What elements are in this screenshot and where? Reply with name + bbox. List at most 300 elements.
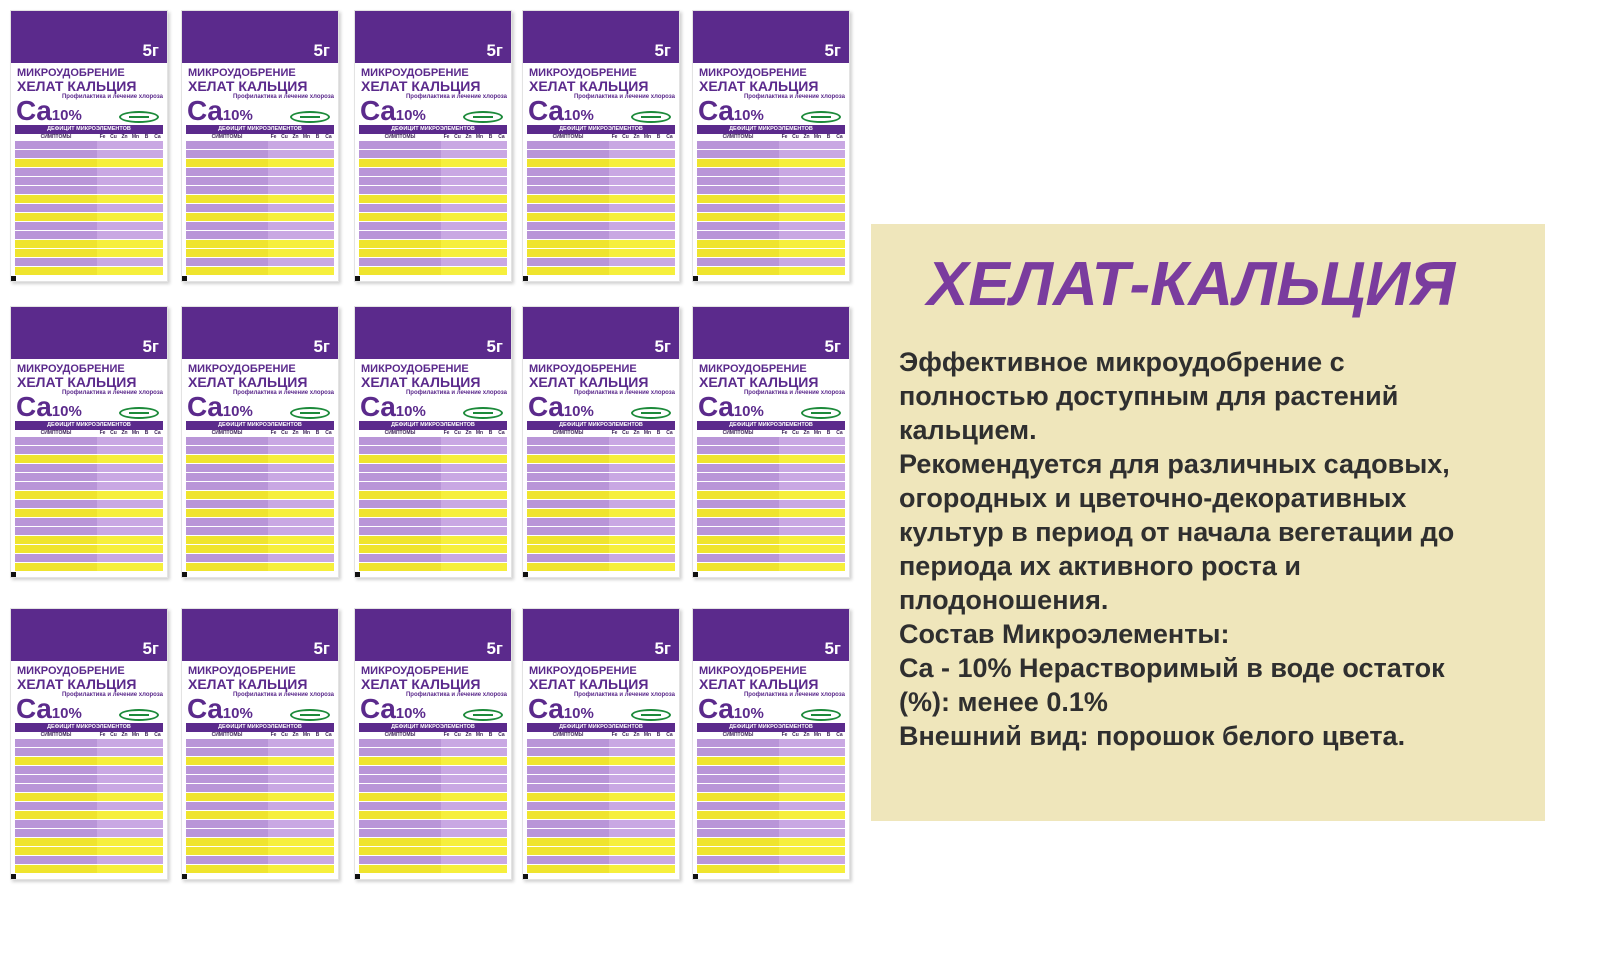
symptom-row xyxy=(186,775,334,784)
symptoms-table-header xyxy=(527,430,675,437)
symptom-row xyxy=(15,204,163,213)
pin-marker xyxy=(354,572,360,578)
element-symbol xyxy=(187,97,253,130)
symptom-row xyxy=(359,802,507,811)
symptom-row xyxy=(15,455,163,464)
element-column-label: Cu xyxy=(281,134,288,140)
symptom-row xyxy=(527,554,675,563)
packet-type: МИКРОУДОБРЕНИЕ xyxy=(361,363,469,375)
element-symbol-text: Ca xyxy=(360,693,396,724)
symptom-row xyxy=(359,491,507,500)
symptom-row xyxy=(527,748,675,757)
symptoms-table xyxy=(697,437,845,572)
symptoms-table xyxy=(359,437,507,572)
symptom-row xyxy=(359,748,507,757)
symptom-row xyxy=(186,159,334,168)
composition-line: Ca - 10% Нерастворимый в воде остаток xyxy=(899,653,1445,683)
element-column-label: Ca xyxy=(325,430,332,436)
symptom-row xyxy=(359,766,507,775)
pin-marker xyxy=(10,874,16,880)
symptom-row xyxy=(15,437,163,446)
packet-name: ХЕЛАТ КАЛЬЦИЯ xyxy=(361,78,481,94)
symptom-row xyxy=(15,527,163,536)
symptom-row xyxy=(186,509,334,518)
packet-name: ХЕЛАТ КАЛЬЦИЯ xyxy=(529,78,649,94)
packet-type: МИКРОУДОБРЕНИЕ xyxy=(529,665,637,677)
symptom-row xyxy=(527,856,675,865)
element-symbol xyxy=(528,97,594,130)
packet-subtitle: Профилактика и лечение хлороза xyxy=(405,390,507,396)
symptom-row xyxy=(359,168,507,177)
packet-weight: 5г xyxy=(142,639,159,658)
symptoms-table xyxy=(186,141,334,276)
element-column-label: Cu xyxy=(622,134,629,140)
packet-subtitle: Профилактика и лечение хлороза xyxy=(61,390,163,396)
symptom-row xyxy=(186,231,334,240)
brand-logo-icon xyxy=(631,111,671,123)
symptom-row xyxy=(359,856,507,865)
symptom-row xyxy=(186,757,334,766)
element-column-label: Zn xyxy=(121,732,128,738)
deficit-label: ДЕФИЦИТ МИКРОЭЛЕМЕНТОВ xyxy=(186,723,334,732)
element-column-label: Zn xyxy=(292,134,299,140)
symptom-row xyxy=(527,527,675,536)
packet-label xyxy=(11,63,167,125)
element-column-label: Ca xyxy=(498,430,505,436)
element-percent: 10% xyxy=(51,107,82,124)
symptom-row xyxy=(186,518,334,527)
symptom-row xyxy=(527,757,675,766)
symptom-row xyxy=(527,159,675,168)
element-percent: 10% xyxy=(222,107,253,124)
element-column-label: B xyxy=(826,732,831,738)
element-percent: 10% xyxy=(395,403,426,420)
description-line: периода их активного роста и xyxy=(899,551,1301,581)
symptom-row xyxy=(15,195,163,204)
brand-logo-icon xyxy=(119,111,159,123)
symptom-row xyxy=(186,838,334,847)
symptom-row xyxy=(186,766,334,775)
packet-subtitle: Профилактика и лечение хлороза xyxy=(405,94,507,100)
symptom-row xyxy=(359,473,507,482)
symptom-row xyxy=(697,527,845,536)
symptoms-header: СИМПТОМЫ xyxy=(552,430,584,436)
element-symbol-text: Ca xyxy=(16,391,52,422)
symptom-row xyxy=(186,802,334,811)
element-column-label: Fe xyxy=(270,430,277,436)
element-column-label: Zn xyxy=(465,732,472,738)
description-line: Эффективное микроудобрение с xyxy=(899,347,1345,377)
packet-label xyxy=(523,661,679,723)
symptom-row xyxy=(186,500,334,509)
symptom-row xyxy=(527,847,675,856)
element-column-label: Fe xyxy=(443,134,450,140)
symptom-row xyxy=(527,784,675,793)
deficit-label: ДЕФИЦИТ МИКРОЭЛЕМЕНТОВ xyxy=(697,723,845,732)
symptom-row xyxy=(527,455,675,464)
packet-header-band xyxy=(355,307,511,359)
product-packet xyxy=(354,608,512,880)
symptom-row xyxy=(186,793,334,802)
symptom-row xyxy=(527,829,675,838)
element-symbol-text: Ca xyxy=(528,693,564,724)
symptom-row xyxy=(697,455,845,464)
symptom-row xyxy=(186,195,334,204)
element-symbol xyxy=(16,97,82,130)
pin-marker xyxy=(522,874,528,880)
element-column-label: Fe xyxy=(781,732,788,738)
element-column-label: Zn xyxy=(803,430,810,436)
product-packet xyxy=(10,608,168,880)
element-column-label: Fe xyxy=(270,732,277,738)
packet-label xyxy=(182,63,338,125)
symptom-row xyxy=(359,177,507,186)
element-column-label: Cu xyxy=(792,430,799,436)
symptom-row xyxy=(15,168,163,177)
element-column-label: Ca xyxy=(666,134,673,140)
product-packet xyxy=(692,608,850,880)
element-percent: 10% xyxy=(733,705,764,722)
symptom-row xyxy=(359,811,507,820)
packet-weight: 5г xyxy=(313,41,330,60)
symptom-row xyxy=(15,829,163,838)
pin-marker xyxy=(522,572,528,578)
element-column-label: Mn xyxy=(131,134,140,140)
symptom-row xyxy=(697,195,845,204)
symptoms-table-header xyxy=(186,732,334,739)
brand-logo-icon xyxy=(801,709,841,721)
packet-type: МИКРОУДОБРЕНИЕ xyxy=(188,665,296,677)
element-column-label: Fe xyxy=(611,430,618,436)
element-symbol-text: Ca xyxy=(698,391,734,422)
symptom-row xyxy=(359,195,507,204)
element-percent: 10% xyxy=(563,107,594,124)
symptom-row xyxy=(359,527,507,536)
description-line: плодоношения. xyxy=(899,585,1109,615)
symptom-row xyxy=(527,258,675,267)
symptom-row xyxy=(527,811,675,820)
symptom-row xyxy=(186,204,334,213)
symptom-row xyxy=(527,820,675,829)
element-column-label: B xyxy=(656,134,661,140)
packet-weight: 5г xyxy=(142,41,159,60)
symptom-row xyxy=(527,473,675,482)
symptom-row xyxy=(359,240,507,249)
element-column-label: Fe xyxy=(611,732,618,738)
symptom-row xyxy=(15,820,163,829)
packet-weight: 5г xyxy=(654,41,671,60)
element-column-label: B xyxy=(144,732,149,738)
symptoms-table-header xyxy=(697,430,845,437)
element-column-label: Mn xyxy=(813,430,822,436)
element-column-label: B xyxy=(826,134,831,140)
element-column-label: Cu xyxy=(622,430,629,436)
symptom-row xyxy=(527,766,675,775)
symptom-row xyxy=(186,186,334,195)
symptoms-header: СИМПТОМЫ xyxy=(384,732,416,738)
deficit-label: ДЕФИЦИТ МИКРОЭЛЕМЕНТОВ xyxy=(186,421,334,430)
packet-type: МИКРОУДОБРЕНИЕ xyxy=(17,67,125,79)
packet-header-band xyxy=(355,11,511,63)
symptom-row xyxy=(359,231,507,240)
symptom-row xyxy=(15,491,163,500)
packet-label xyxy=(523,359,679,421)
packet-header-band xyxy=(182,11,338,63)
symptom-row xyxy=(527,793,675,802)
symptom-row xyxy=(186,856,334,865)
packet-type: МИКРОУДОБРЕНИЕ xyxy=(17,665,125,677)
element-symbol xyxy=(528,695,594,728)
packet-type: МИКРОУДОБРЕНИЕ xyxy=(699,67,807,79)
packet-subtitle: Профилактика и лечение хлороза xyxy=(573,390,675,396)
brand-logo-icon xyxy=(631,709,671,721)
symptom-row xyxy=(186,554,334,563)
element-column-label: B xyxy=(488,732,493,738)
symptom-row xyxy=(186,748,334,757)
product-packet xyxy=(181,306,339,578)
element-symbol xyxy=(16,695,82,728)
pin-marker xyxy=(10,572,16,578)
symptom-row xyxy=(697,437,845,446)
symptom-row xyxy=(527,446,675,455)
deficit-label: ДЕФИЦИТ МИКРОЭЛЕМЕНТОВ xyxy=(15,421,163,430)
description-line: культур в период от начала вегетации до xyxy=(899,517,1455,547)
symptom-row xyxy=(186,240,334,249)
product-info-panel xyxy=(871,224,1545,821)
packet-subtitle: Профилактика и лечение хлороза xyxy=(743,692,845,698)
symptoms-table xyxy=(15,739,163,874)
symptom-row xyxy=(359,536,507,545)
element-column-label: Ca xyxy=(325,732,332,738)
packet-weight: 5г xyxy=(313,337,330,356)
packet-weight: 5г xyxy=(313,639,330,658)
product-packet xyxy=(522,608,680,880)
packet-weight: 5г xyxy=(824,639,841,658)
description-line: полностью доступным для растений xyxy=(899,381,1399,411)
packet-name: ХЕЛАТ КАЛЬЦИЯ xyxy=(17,676,137,692)
symptom-row xyxy=(359,757,507,766)
symptom-row xyxy=(527,195,675,204)
symptom-row xyxy=(15,258,163,267)
symptom-row xyxy=(186,527,334,536)
symptom-row xyxy=(186,168,334,177)
symptom-row xyxy=(359,509,507,518)
packet-subtitle: Профилактика и лечение хлороза xyxy=(573,692,675,698)
symptom-row xyxy=(15,446,163,455)
element-symbol xyxy=(698,695,764,728)
composition-line: (%): менее 0.1% xyxy=(899,687,1108,717)
packet-weight: 5г xyxy=(654,337,671,356)
packet-type: МИКРОУДОБРЕНИЕ xyxy=(529,363,637,375)
element-symbol-text: Ca xyxy=(360,391,396,422)
product-packet xyxy=(354,306,512,578)
packet-header-band xyxy=(11,609,167,661)
symptoms-table-header xyxy=(15,134,163,141)
symptom-row xyxy=(15,186,163,195)
packet-name: ХЕЛАТ КАЛЬЦИЯ xyxy=(529,374,649,390)
product-packet xyxy=(10,10,168,282)
element-column-label: B xyxy=(656,430,661,436)
product-packet xyxy=(522,306,680,578)
symptom-row xyxy=(527,213,675,222)
element-column-label: Cu xyxy=(110,134,117,140)
symptom-row xyxy=(697,865,845,874)
symptom-row xyxy=(527,186,675,195)
packet-weight: 5г xyxy=(142,337,159,356)
symptoms-table xyxy=(186,437,334,572)
element-column-label: B xyxy=(488,430,493,436)
element-column-label: B xyxy=(826,430,831,436)
element-percent: 10% xyxy=(563,403,594,420)
symptoms-header: СИМПТОМЫ xyxy=(552,134,584,140)
packet-header-band xyxy=(693,609,849,661)
packet-label xyxy=(355,63,511,125)
symptom-row xyxy=(697,829,845,838)
element-column-label: Fe xyxy=(611,134,618,140)
symptom-row xyxy=(186,464,334,473)
element-column-label: Fe xyxy=(99,134,106,140)
symptom-row xyxy=(15,249,163,258)
symptom-row xyxy=(697,739,845,748)
symptoms-table-header xyxy=(697,134,845,141)
symptom-row xyxy=(186,482,334,491)
packet-name: ХЕЛАТ КАЛЬЦИЯ xyxy=(17,78,137,94)
appearance-line: Внешний вид: порошок белого цвета. xyxy=(899,721,1406,751)
packet-header-band xyxy=(693,11,849,63)
packet-header-band xyxy=(182,307,338,359)
symptom-row xyxy=(527,739,675,748)
description-line: кальцием. xyxy=(899,415,1037,445)
symptom-row xyxy=(186,545,334,554)
symptom-row xyxy=(527,563,675,572)
symptoms-table xyxy=(15,141,163,276)
element-column-label: Mn xyxy=(475,430,484,436)
symptom-row xyxy=(697,240,845,249)
symptom-row xyxy=(359,545,507,554)
symptom-row xyxy=(697,150,845,159)
symptoms-table-header xyxy=(697,732,845,739)
symptom-row xyxy=(186,563,334,572)
symptom-row xyxy=(186,865,334,874)
symptoms-header: СИМПТОМЫ xyxy=(722,732,754,738)
symptom-row xyxy=(697,847,845,856)
element-symbol xyxy=(360,695,426,728)
symptom-row xyxy=(527,267,675,276)
symptom-row xyxy=(527,204,675,213)
symptom-row xyxy=(359,446,507,455)
deficit-label: ДЕФИЦИТ МИКРОЭЛЕМЕНТОВ xyxy=(697,125,845,134)
symptom-row xyxy=(15,473,163,482)
packet-subtitle: Профилактика и лечение хлороза xyxy=(232,390,334,396)
element-column-label: Cu xyxy=(281,732,288,738)
element-column-label: Mn xyxy=(131,732,140,738)
packet-subtitle: Профилактика и лечение хлороза xyxy=(61,692,163,698)
symptoms-header: СИМПТОМЫ xyxy=(211,430,243,436)
symptom-row xyxy=(186,446,334,455)
element-column-label: Zn xyxy=(292,732,299,738)
element-symbol xyxy=(698,97,764,130)
packet-label xyxy=(523,63,679,125)
symptom-row xyxy=(697,168,845,177)
brand-logo-icon xyxy=(119,709,159,721)
symptom-row xyxy=(15,847,163,856)
symptoms-table-header xyxy=(186,134,334,141)
symptoms-header: СИМПТОМЫ xyxy=(384,430,416,436)
element-symbol-text: Ca xyxy=(698,95,734,126)
symptom-row xyxy=(15,811,163,820)
symptom-row xyxy=(15,739,163,748)
symptoms-header: СИМПТОМЫ xyxy=(552,732,584,738)
element-column-label: Ca xyxy=(836,430,843,436)
composition-heading: Состав Микроэлементы: xyxy=(899,619,1230,649)
element-symbol-text: Ca xyxy=(16,693,52,724)
element-column-label: Ca xyxy=(154,430,161,436)
element-symbol-text: Ca xyxy=(187,693,223,724)
symptom-row xyxy=(359,784,507,793)
symptom-row xyxy=(527,545,675,554)
symptom-row xyxy=(527,536,675,545)
symptom-row xyxy=(697,177,845,186)
symptoms-header: СИМПТОМЫ xyxy=(211,134,243,140)
symptom-row xyxy=(186,739,334,748)
symptom-row xyxy=(359,464,507,473)
symptom-row xyxy=(15,545,163,554)
symptom-row xyxy=(186,222,334,231)
element-percent: 10% xyxy=(51,403,82,420)
pin-marker xyxy=(354,874,360,880)
product-packet xyxy=(522,10,680,282)
element-column-label: Mn xyxy=(131,430,140,436)
element-percent: 10% xyxy=(733,107,764,124)
brand-logo-icon xyxy=(631,407,671,419)
symptoms-table-header xyxy=(359,732,507,739)
deficit-label: ДЕФИЦИТ МИКРОЭЛЕМЕНТОВ xyxy=(15,125,163,134)
symptom-row xyxy=(15,757,163,766)
packet-name: ХЕЛАТ КАЛЬЦИЯ xyxy=(361,374,481,390)
packet-header-band xyxy=(11,11,167,63)
symptom-row xyxy=(697,473,845,482)
packet-name: ХЕЛАТ КАЛЬЦИЯ xyxy=(188,374,308,390)
element-column-label: Zn xyxy=(465,430,472,436)
element-column-label: Zn xyxy=(465,134,472,140)
packet-type: МИКРОУДОБРЕНИЕ xyxy=(699,363,807,375)
symptom-row xyxy=(697,820,845,829)
element-column-label: Fe xyxy=(781,134,788,140)
packet-type: МИКРОУДОБРЕНИЕ xyxy=(529,67,637,79)
element-symbol xyxy=(16,393,82,426)
deficit-label: ДЕФИЦИТ МИКРОЭЛЕМЕНТОВ xyxy=(527,723,675,732)
packet-weight: 5г xyxy=(486,337,503,356)
packet-header-band xyxy=(355,609,511,661)
symptom-row xyxy=(359,455,507,464)
element-column-label: Cu xyxy=(454,430,461,436)
symptom-row xyxy=(697,518,845,527)
symptom-row xyxy=(15,856,163,865)
element-column-label: Mn xyxy=(302,430,311,436)
packet-subtitle: Профилактика и лечение хлороза xyxy=(405,692,507,698)
symptom-row xyxy=(359,554,507,563)
packet-label xyxy=(355,359,511,421)
symptom-row xyxy=(527,482,675,491)
pin-marker xyxy=(692,276,698,282)
element-column-label: Ca xyxy=(498,134,505,140)
element-column-label: Cu xyxy=(454,134,461,140)
packet-type: МИКРОУДОБРЕНИЕ xyxy=(361,67,469,79)
symptom-row xyxy=(15,150,163,159)
packet-type: МИКРОУДОБРЕНИЕ xyxy=(17,363,125,375)
packet-name: ХЕЛАТ КАЛЬЦИЯ xyxy=(699,78,819,94)
symptom-row xyxy=(359,222,507,231)
